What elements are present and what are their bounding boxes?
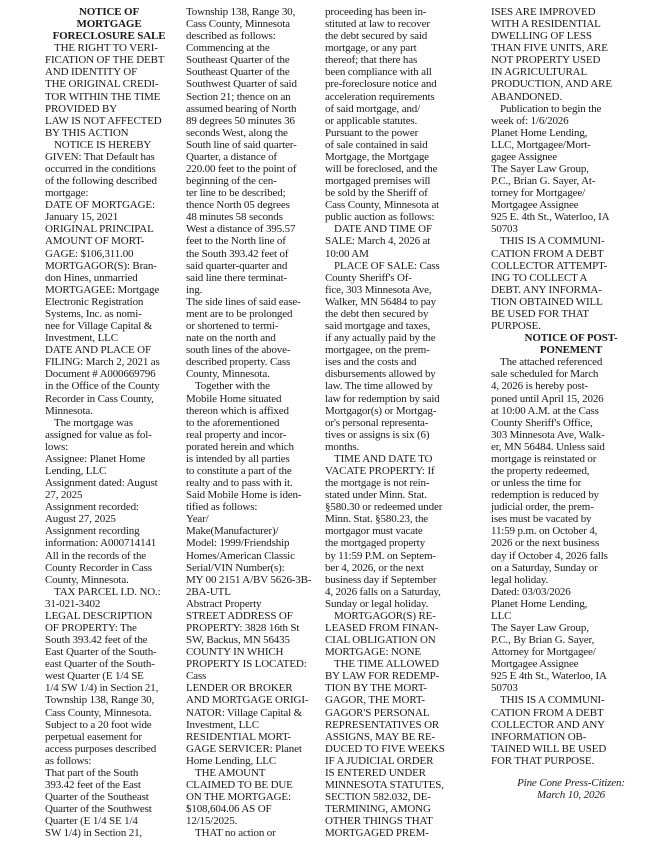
text-line: All in the records of the <box>45 549 147 562</box>
text-line: AMOUNT OF MORT- <box>45 235 145 248</box>
text-line: if any actually paid by the <box>325 332 436 345</box>
text-line: TIME AND DATE TO <box>334 452 433 465</box>
text-line: PLACE OF SALE: Cass <box>334 259 440 272</box>
text-line: 89 degrees 50 minutes 36 <box>186 114 295 127</box>
text-line: FOR THAT PURPOSE. <box>491 754 595 767</box>
text-line: the mortgage is not rein- <box>325 477 430 490</box>
text-line: LLC <box>491 609 512 622</box>
text-line: lows: <box>45 440 69 453</box>
text-line: P.C., By Brian G. Sayer, <box>491 634 595 647</box>
text-line: Mortgagor(s) or Mortgag- <box>325 404 437 417</box>
text-line: FILING: March 2, 2021 as <box>45 356 160 369</box>
text-line: DATE OF MORTGAGE: <box>45 199 155 212</box>
text-line: GAGE: $106,311.00 <box>45 247 134 260</box>
text-line: West a distance of 395.57 <box>186 223 296 236</box>
text-line: Minnesota. <box>45 404 93 417</box>
text-line: Southeast Quarter of the <box>186 54 290 67</box>
text-line: described property. Cass <box>186 356 291 369</box>
text-line: Minn. Stat. §580.23, the <box>325 513 429 526</box>
text-line: Planet Home Lending, <box>491 126 588 139</box>
text-line: beginning of the cen- <box>186 175 277 188</box>
text-line: ter line to be described; <box>186 187 286 200</box>
text-line: COLLECTOR ATTEMPT- <box>491 259 608 272</box>
paragraph <box>491 235 651 332</box>
text-line: VACATE PROPERTY: If <box>325 464 435 477</box>
paragraph <box>491 694 651 766</box>
text-line: been compliance with all <box>325 66 432 79</box>
text-line: SW 1/4) in Section 21, <box>45 827 143 840</box>
text-line: Mobile Home situated <box>186 392 282 405</box>
text-line: er, MN 56484. Unless said <box>491 440 605 453</box>
text-line: The mortgage was <box>54 416 133 429</box>
text-line: Quarter, a distance of <box>186 150 277 163</box>
text-line: 11:59 p.m. on October 4, <box>491 525 598 538</box>
text-line: week of: 1/6/2026 <box>491 114 569 127</box>
text-line: feet to the North line of <box>186 235 286 248</box>
text-line: thereon which is affixed <box>186 404 289 417</box>
text-line: 4, 2026 is hereby post- <box>491 380 589 393</box>
text-line: Township 138, Range 30, <box>186 6 296 18</box>
text-line: mortgaged premises will <box>325 175 431 188</box>
text-line: TAINED WILL BE USED <box>491 742 607 755</box>
text-line: ON THE MORTGAGE: <box>186 791 291 804</box>
text-line: 2BA-UTL <box>186 585 231 598</box>
text-line: 31-021-3402 <box>45 597 101 610</box>
text-line: gagee Assignee <box>491 150 558 163</box>
text-line: Southeast Quarter of the <box>186 66 290 79</box>
text-line: 50703 <box>491 682 518 695</box>
text-line: public auction as follows: <box>325 211 435 224</box>
text-line: be sold by the Sheriff of <box>325 187 428 200</box>
paragraph <box>45 42 173 139</box>
text-line: 220.00 feet to the point of <box>186 163 297 176</box>
text-line: 393.42 feet of the East <box>45 779 141 791</box>
text-line: The side lines of said ease- <box>186 295 301 308</box>
paragraph <box>186 827 321 839</box>
text-line: Quarter (E 1/4 SE 1/4 <box>45 815 138 828</box>
text-line: tives or assigns is six (6) <box>325 428 430 441</box>
paragraph <box>186 296 321 381</box>
text-line: LAW IS NOT AFFECTED <box>45 114 162 127</box>
text-line: or unless the time for <box>491 477 582 490</box>
text-line: County Recorder in Cass <box>45 561 152 574</box>
text-line: TION BY THE MORT- <box>325 682 427 695</box>
text-line: CLAIMED TO BE DUE <box>186 779 293 791</box>
text-line: 12/15/2025. <box>186 815 238 828</box>
text-line: Planet Home Lending, <box>491 597 588 610</box>
text-line: CATION FROM A DEBT <box>491 706 604 719</box>
text-line: stituted at law to recover <box>325 18 430 31</box>
text-line: GIVEN: That Default has <box>45 150 155 163</box>
paragraph <box>186 767 321 827</box>
text-line: fice, 303 Minnesota Ave, <box>325 283 432 296</box>
text-line: PONEMENT <box>539 344 603 357</box>
text-line: ment are to be prolonged <box>186 307 293 320</box>
text-line: Assignment recording <box>45 525 140 538</box>
text-line: business day if September <box>325 573 437 586</box>
text-line: GAGE SERVICER: Planet <box>186 742 302 755</box>
text-line: MORTGAGOR(S) RE- <box>334 609 436 622</box>
text-line: PROPERTY: 3828 16th St <box>186 621 300 634</box>
paragraph <box>45 586 173 840</box>
text-line: porated herein and which <box>186 440 294 453</box>
text-line: County, Minnesota. <box>45 573 129 586</box>
text-line: mortgage: <box>45 187 89 200</box>
text-line: pre-foreclosure notice and <box>325 78 437 91</box>
column-3 <box>325 6 487 839</box>
text-line: Assignee: Planet Home <box>45 452 146 465</box>
text-line: Attorney for Mortgagee/ <box>491 646 596 659</box>
text-line: August 27, 2025 <box>45 513 116 526</box>
text-line: NOTICE OF <box>78 6 140 18</box>
text-line: 2026 or the next business <box>491 537 600 550</box>
text-line: IN AGRICULTURAL <box>491 66 588 79</box>
text-line: Cass County, Minnesota. <box>45 706 152 719</box>
text-line: Year/ <box>186 513 209 526</box>
text-line: by 11:59 P.M. on Septem- <box>325 549 436 562</box>
text-line: INFORMATION OB- <box>491 730 587 743</box>
text-line: or shortened to termi- <box>186 320 279 333</box>
text-line: March 10, 2026 <box>536 789 606 801</box>
text-line: Commencing at the <box>186 42 270 55</box>
text-line: the mortgaged property <box>325 537 425 550</box>
text-line: in the Office of the County <box>45 380 160 393</box>
text-line: NATOR: Village Capital & <box>186 706 303 719</box>
text-line: GAGOR, THE MORT- <box>325 694 425 707</box>
text-line: OTHER THINGS THAT <box>325 815 433 828</box>
text-line: ber 4, 2026, or the next <box>325 561 424 574</box>
text-line: Homes/American Classic <box>186 549 295 562</box>
text-line: MORTGAGOR(S): Bran- <box>45 259 157 272</box>
text-line: south lines of the above- <box>186 344 291 357</box>
paragraph <box>325 453 487 610</box>
text-line: NOTICE IS HEREBY <box>54 138 152 151</box>
text-line: sale scheduled for March <box>491 368 599 381</box>
text-line: Cass County, Minnesota <box>186 18 290 31</box>
text-line: AND MORTGAGE ORIGI- <box>186 694 309 707</box>
text-line: mortgage, or any part <box>325 42 417 55</box>
column-4 <box>491 6 651 801</box>
text-line: LENDER OR BROKER <box>186 682 293 695</box>
text-line: tified as follows: <box>186 501 258 514</box>
text-line: Mortgage, the Mortgage <box>325 150 429 163</box>
column-1 <box>45 6 173 839</box>
text-line: Said Mobile Home is iden- <box>186 489 302 502</box>
text-line: judicial order, the prem- <box>491 501 594 514</box>
text-line: Section 21; thence on an <box>186 90 291 103</box>
text-line: MORTGAGE: NONE <box>325 646 421 659</box>
text-line: described as follows: <box>186 30 276 43</box>
text-line: Document # A000669796 <box>45 368 156 381</box>
text-line: MORTGAGE <box>76 18 142 31</box>
text-line: perpetual easement for <box>45 730 142 743</box>
text-line: Publication to begin the <box>500 102 602 115</box>
text-line: The Sayer Law Group, <box>491 163 589 176</box>
text-line: DATE AND TIME OF <box>334 223 432 236</box>
text-line: 50703 <box>491 223 518 236</box>
text-line: assigned for value as fol- <box>45 428 152 441</box>
text-line: County Sheriff's Office, <box>491 416 593 429</box>
text-line: of sale contained in said <box>325 138 428 151</box>
paragraph <box>325 260 487 453</box>
text-line: 303 Minnesota Ave, Walk- <box>491 428 605 441</box>
text-line: of said mortgage, and/ <box>325 102 421 115</box>
text-line: torney for Mortgagee/ <box>491 187 585 200</box>
text-line: acceleration requirements <box>325 90 435 103</box>
text-line: THIS IS A COMMUNI- <box>500 694 605 707</box>
text-line: DATE AND PLACE OF <box>45 344 151 357</box>
text-line: don Hines, unmarried <box>45 271 138 284</box>
text-line: ises and the costs and <box>325 356 417 369</box>
text-line: said mortgage and taxes, <box>325 320 431 333</box>
text-line: Pine Cone Press-Citizen: <box>517 776 625 789</box>
text-line: East Quarter of the South- <box>45 646 157 659</box>
text-line: occurred in the conditions <box>45 163 156 176</box>
text-line: THIS IS A COMMUNI- <box>500 235 605 248</box>
text-line: legal holiday. <box>491 573 549 586</box>
text-line: the South 393.42 feet of <box>186 247 289 260</box>
text-line: mortgagor must vacate <box>325 525 423 538</box>
paragraph <box>491 356 651 694</box>
paragraph <box>186 6 321 296</box>
text-line: ABANDONED. <box>491 90 562 103</box>
text-line: DWELLING OF LESS <box>491 30 592 43</box>
text-line: Subject to a 20 foot wide <box>45 718 152 731</box>
text-line: proceeding has been in- <box>325 6 427 18</box>
paragraph <box>491 103 651 236</box>
text-line: MY 00 2151 A/BV 5626-3B- <box>186 573 312 586</box>
text-line: is intended by all parties <box>186 452 290 465</box>
text-line: PROVIDED BY <box>45 102 117 115</box>
text-line: Mortgagee Assignee <box>491 199 579 212</box>
text-line: at 10:00 A.M. at the Cass <box>491 404 599 417</box>
text-line: MORTGAGEE: Mortgage <box>45 283 160 296</box>
text-line: WITH A RESIDENTIAL <box>491 18 601 31</box>
text-line: the property redeemed, <box>491 464 590 477</box>
text-line: SALE: March 4, 2026 at <box>325 235 431 248</box>
text-line: said line there terminat- <box>186 271 288 284</box>
text-line: ISES ARE IMPROVED <box>491 6 596 18</box>
text-line: TOR WITHIN THE TIME <box>45 90 161 103</box>
text-line: THE RIGHT TO VERI- <box>54 42 158 55</box>
text-line: on a Saturday, Sunday or <box>491 561 598 574</box>
text-line: TAX PARCEL I.D. NO.: <box>54 585 161 598</box>
text-line: Sunday or legal holiday. <box>325 597 429 610</box>
text-line: disbursements allowed by <box>325 368 436 381</box>
text-line: PRODUCTION, AND ARE <box>491 78 612 91</box>
text-line: P.C., Brian G. Sayer, At- <box>491 175 596 188</box>
text-line: TERMINING, AMONG <box>325 803 431 816</box>
text-line: Home Lending, LLC <box>186 754 277 767</box>
text-line: Investment, LLC <box>186 718 259 731</box>
text-line: The attached referenced <box>500 356 603 369</box>
text-line: thence North 05 degrees <box>186 199 290 212</box>
text-line: NOTICE OF POST- <box>524 332 618 345</box>
text-line: AND IDENTITY OF <box>45 66 138 79</box>
paragraph <box>325 658 487 839</box>
text-line: Walker, MN 56484 to pay <box>325 295 437 308</box>
text-line: FICATION OF THE DEBT <box>45 54 165 67</box>
text-line: Serial/VIN Number(s): <box>186 561 285 574</box>
text-line: Cass County, Minnesota at <box>325 199 440 212</box>
text-line: or applicable statutes. <box>325 114 418 127</box>
text-line: Together with the <box>195 380 270 393</box>
text-line: information: A000714141 <box>45 537 157 550</box>
text-line: thereof; that there has <box>325 54 418 67</box>
text-line: Assignment recorded: <box>45 501 139 514</box>
text-line: Abstract Property <box>186 597 262 610</box>
text-line: MINNESOTA STATUTES, <box>325 779 444 791</box>
text-line: SECTION 582.032, DE- <box>325 791 431 804</box>
text-line: assumed bearing of North <box>186 102 297 115</box>
text-line: Electronic Registration <box>45 295 144 308</box>
text-line: IF A JUDICIAL ORDER <box>325 754 434 767</box>
text-line: mortgagee, on the prem- <box>325 344 430 357</box>
text-line: Lending, LLC <box>45 464 107 477</box>
text-line: law for redemption by said <box>325 392 440 405</box>
text-line: 4, 2026 falls on a Saturday, <box>325 585 441 598</box>
text-line: ises must be vacated by <box>491 513 592 526</box>
text-line: Make(Manufacturer)/ <box>186 525 279 538</box>
text-line: §580.30 or redeemed under <box>325 501 443 514</box>
text-line: BY THIS ACTION <box>45 126 129 139</box>
text-line: THE TIME ALLOWED <box>334 658 439 671</box>
text-line: 48 minutes 58 seconds <box>186 211 283 224</box>
text-line: The Sayer Law Group, <box>491 621 589 634</box>
text-line: CIAL OBLIGATION ON <box>325 634 436 647</box>
text-line: Mortgagee Assignee <box>491 658 579 671</box>
text-line: IS ENTERED UNDER <box>325 766 426 779</box>
text-line: real property and incor- <box>186 428 287 441</box>
text-line: NOT PROPERTY USED <box>491 54 601 67</box>
text-line: THAT no action or <box>195 827 276 840</box>
text-line: OF PROPERTY: The <box>45 621 137 634</box>
text-line: MORTGAGED PREM- <box>325 827 429 840</box>
text-line: ING TO COLLECT A <box>491 271 588 284</box>
text-line: Systems, Inc. as nomi- <box>45 307 142 320</box>
paragraph <box>325 610 487 658</box>
text-line: That part of the South <box>45 766 139 779</box>
text-line: nate on the north and <box>186 332 276 345</box>
text-line: GAGOR'S PERSONAL <box>325 706 430 719</box>
text-line: LEASED FROM FINAN- <box>325 621 439 634</box>
text-line: TION OBTAINED WILL <box>491 295 603 308</box>
paragraph <box>325 223 487 259</box>
text-line: Township 138, Range 30, <box>45 694 155 707</box>
text-line: LLC, Mortgagee/Mort- <box>491 138 591 151</box>
text-line: Cass <box>186 670 207 683</box>
text-line: THAN FIVE UNITS, ARE <box>491 42 608 55</box>
paragraph <box>186 380 321 767</box>
text-line: DEBT. ANY INFORMA- <box>491 283 602 296</box>
text-line: mortgage is reinstated or <box>491 452 597 465</box>
notice-heading <box>491 332 651 356</box>
column-2 <box>186 6 321 839</box>
text-line: nee for Village Capital & <box>45 320 153 333</box>
text-line: THE AMOUNT <box>195 766 266 779</box>
text-line: BE USED FOR THAT <box>491 307 589 320</box>
text-line: COLLECTOR AND ANY <box>491 718 605 731</box>
paragraph <box>491 6 651 103</box>
text-line: 1/4 SW 1/4) in Section 21, <box>45 682 159 695</box>
text-line: 925 E. 4th St., Waterloo, IA <box>491 211 610 224</box>
text-line: to constitute a part of the <box>186 464 292 477</box>
text-line: County, Minnesota. <box>186 368 270 381</box>
text-line: Investment, LLC <box>45 332 118 345</box>
text-line: 925 E 4th St., Waterloo, IA <box>491 670 607 683</box>
text-line: BY LAW FOR REDEMP- <box>325 670 440 683</box>
text-line: South line of said quarter- <box>186 138 297 151</box>
text-line: County Sheriff's Of- <box>325 271 412 284</box>
text-line: seconds West, along the <box>186 126 288 139</box>
text-line: PROPERTY IS LOCATED: <box>186 658 307 671</box>
text-line: SW, Backus, MN 56435 <box>186 634 290 647</box>
text-line: STREET ADDRESS OF <box>186 609 293 622</box>
text-line: $108,604.06 AS OF <box>186 803 272 816</box>
notice-heading <box>45 6 173 42</box>
text-line: said quarter-quarter and <box>186 259 288 272</box>
text-line: Pursuant to the power <box>325 126 419 139</box>
text-line: LEGAL DESCRIPTION <box>45 609 153 622</box>
text-line: CATION FROM A DEBT <box>491 247 604 260</box>
text-line: FORECLOSURE SALE <box>52 30 166 43</box>
text-line: to the aforementioned <box>186 416 280 429</box>
text-line: RESIDENTIAL MORT- <box>186 730 292 743</box>
text-line: poned until April 15, 2026 <box>491 392 604 405</box>
text-line: the debt then secured by <box>325 307 429 320</box>
text-line: Southwest Quarter of said <box>186 78 297 91</box>
text-line: access purposes described <box>45 742 157 755</box>
text-line: as follows: <box>45 754 92 767</box>
text-line: or's personal representa- <box>325 416 429 429</box>
text-line: Recorder in Cass County, <box>45 392 154 405</box>
text-line: months. <box>325 440 360 453</box>
paragraph <box>325 6 487 223</box>
text-line: COUNTY IN WHICH <box>186 646 284 659</box>
text-line: 27, 2025 <box>45 489 83 502</box>
text-line: Model: 1999/Friendship <box>186 537 290 550</box>
text-line: DUCED TO FIVE WEEKS <box>325 742 445 755</box>
text-line: law. The time allowed by <box>325 380 433 393</box>
text-line: REPRESENTATIVES OR <box>325 718 440 731</box>
text-line: stated under Minn. Stat. <box>325 489 427 502</box>
text-line: PURPOSE. <box>491 320 541 333</box>
text-line: west Quarter (E 1/4 SE <box>45 670 144 683</box>
text-line: 10:00 AM <box>325 247 369 260</box>
text-line: realty and to pass with it. <box>186 477 293 490</box>
text-line: Quarter of the Southwest <box>45 803 152 816</box>
text-line: THE ORIGINAL CREDI- <box>45 78 159 91</box>
paragraph <box>45 139 173 417</box>
text-line: redemption is reduced by <box>491 489 599 502</box>
text-line: day if October 4, 2026 falls <box>491 549 608 562</box>
text-line: the debt secured by said <box>325 30 428 43</box>
text-line: Assignment dated: August <box>45 477 158 490</box>
publication-signoff <box>491 777 651 801</box>
text-line: South 393.42 feet of the <box>45 634 148 647</box>
text-line: will be foreclosed, and the <box>325 163 438 176</box>
paragraph <box>45 417 173 586</box>
text-line: ASSIGNS, MAY BE RE- <box>325 730 436 743</box>
text-line: Dated: 03/03/2026 <box>491 585 571 598</box>
text-line: ing. <box>186 283 203 296</box>
text-line: Quarter of the Southeast <box>45 791 149 804</box>
text-line: January 15, 2021 <box>45 211 119 224</box>
text-line: of the following described <box>45 175 157 188</box>
text-line: east Quarter of the South- <box>45 658 155 671</box>
text-line: ORIGINAL PRINCIPAL <box>45 223 154 236</box>
